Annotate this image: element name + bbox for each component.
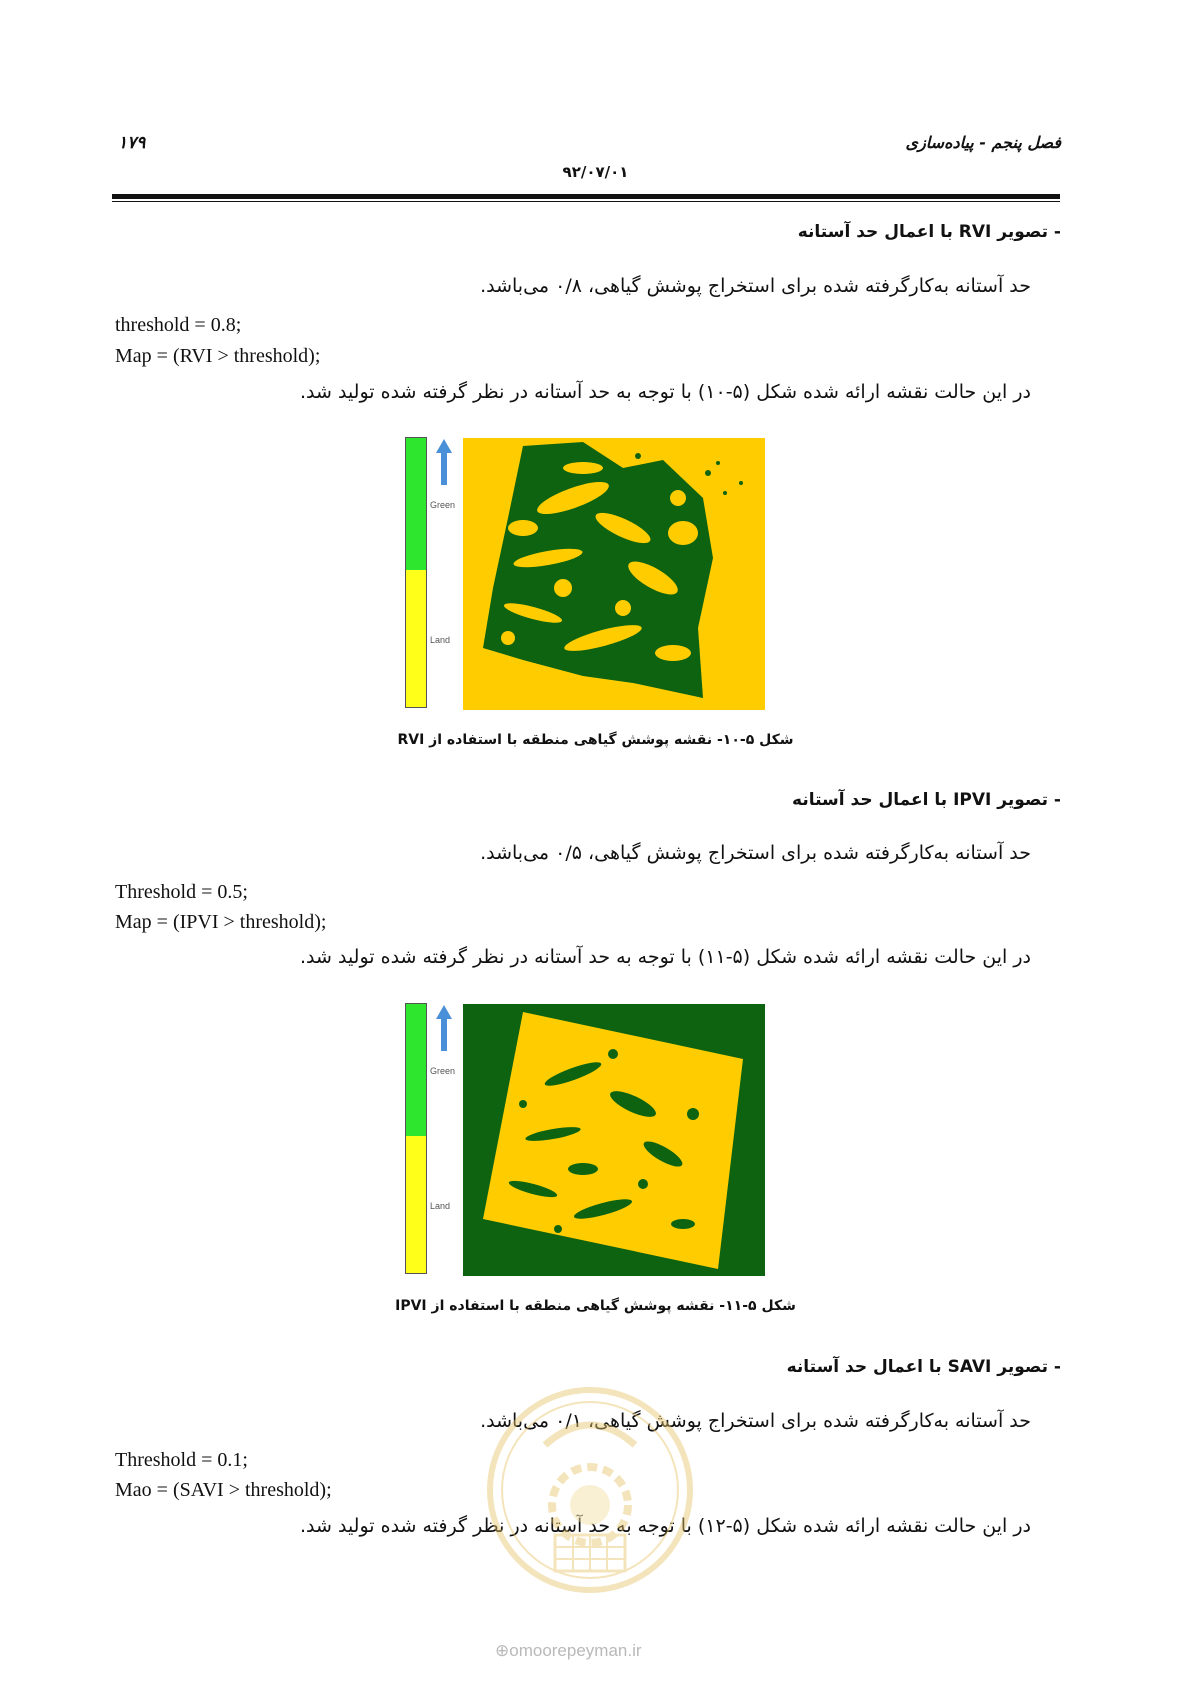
section-heading-ipvi: - تصویر IPVI با اعمال حد آستانه [792,790,1061,810]
threshold-text-ipvi: حد آستانه به‌کارگرفته شده برای استخراج پوشش گیاهی، ۰/۵ می‌باشد. [480,842,1031,864]
result-text-savi: در این حالت نقشه ارائه شده شکل (۵-۱۲) با توجه به حد آستانه در نظر گرفته شده تولید شد. [300,1515,1031,1537]
chapter-title: فصل پنجم - پیاده‌سازی [905,133,1061,152]
up-arrow-icon [435,1005,453,1051]
legend-label-land: Land [430,1201,451,1211]
figure-caption-rvi: شکل ۵-۱۰- نقشه پوشش گیاهی منطقه با استفاده از RVI [397,732,794,748]
code-line-ipvi-1: Threshold = 0.5; [115,881,248,903]
watermark-site-text: omoorepeyman.ir [509,1641,642,1660]
figure-ipvi-map [405,1001,770,1276]
vegetation-map-rvi [463,438,765,710]
code-line-savi-2: Mao = (SAVI > threshold); [115,1479,332,1501]
code-line-rvi-2: Map = (RVI > threshold); [115,345,321,367]
result-text-rvi: در این حالت نقشه ارائه شده شکل (۵-۱۰) با توجه به حد آستانه در نظر گرفته شده تولید شد. [300,381,1031,403]
figure-rvi-map [405,435,770,710]
threshold-text-rvi: حد آستانه به‌کارگرفته شده برای استخراج پوشش گیاهی، ۰/۸ می‌باشد. [480,275,1031,297]
result-text-ipvi: در این حالت نقشه ارائه شده شکل (۵-۱۱) با توجه به حد آستانه در نظر گرفته شده تولید شد. [300,946,1031,968]
header-rule-thick [112,194,1060,199]
watermark-seal [485,1385,695,1595]
legend-label-green: Green [430,1066,456,1076]
legend-colorbar [405,437,427,708]
vegetation-map-ipvi [463,1004,765,1276]
section-heading-rvi: - تصویر RVI با اعمال حد آستانه [797,222,1061,242]
code-line-rvi-1: threshold = 0.8; [115,314,242,336]
watermark-site [495,1641,642,1661]
page-number: ۱۷۹ [118,133,146,153]
code-line-ipvi-2: Map = (IPVI > threshold); [115,911,327,933]
threshold-text-savi: حد آستانه به‌کارگرفته شده برای استخراج پوشش گیاهی، ۰/۱ می‌باشد. [480,1410,1031,1432]
legend-label-green: Green [430,500,456,510]
code-line-savi-1: Threshold = 0.1; [115,1449,248,1471]
figure-caption-ipvi: شکل ۵-۱۱- نقشه پوشش گیاهی منطقه با استفاده از IPVI [395,1298,796,1314]
header-date: ۹۲/۰۷/۰۱ [562,163,629,181]
legend-colorbar [405,1003,427,1274]
legend-label-land: Land [430,635,451,645]
section-heading-savi: - تصویر SAVI با اعمال حد آستانه [786,1357,1061,1377]
header-rule-thin [112,201,1060,202]
globe-icon: ⊕ [495,1641,510,1660]
up-arrow-icon [435,439,453,485]
